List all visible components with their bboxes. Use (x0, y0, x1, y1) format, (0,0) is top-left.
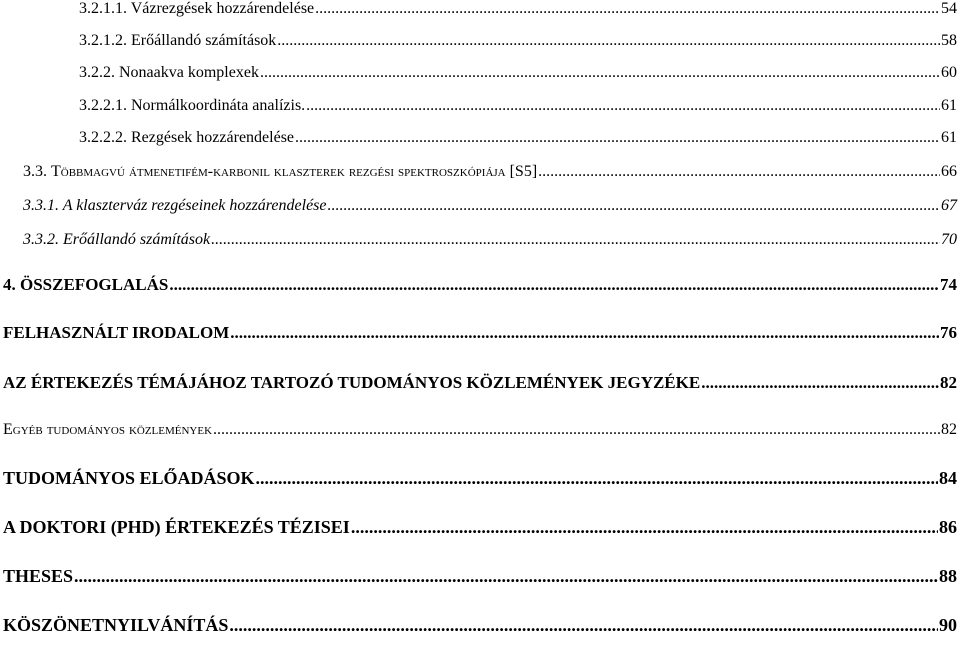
toc-entry-title: 3.3.1. A klaszterváz rezgéseinek hozzárendelése (23, 197, 327, 214)
toc-entry-page: 61 (941, 129, 957, 146)
toc-entry[interactable] (79, 64, 957, 82)
toc-entry-page: 82 (941, 421, 957, 438)
toc-entry[interactable] (3, 275, 957, 295)
toc-entry[interactable] (3, 373, 957, 393)
toc-entry-title: 3.2.2. Nonaakva komplexek (79, 64, 259, 81)
dot-leader (256, 468, 938, 489)
toc-entry[interactable] (3, 468, 957, 489)
toc-entry-page: 66 (941, 163, 957, 180)
toc-entry-title: AZ ÉRTEKEZÉS TÉMÁJÁHOZ TARTOZÓ TUDOMÁNYOS KÖZLEMÉNYEK JEGYZÉKE (3, 373, 701, 392)
toc-entry-page: 88 (939, 566, 957, 586)
toc-entry-page: 60 (941, 64, 957, 81)
toc-entry-page: 58 (941, 32, 957, 49)
toc-entry-page: 76 (940, 323, 957, 342)
toc-entry[interactable] (23, 197, 957, 215)
dot-leader (315, 0, 940, 18)
toc-entry[interactable] (3, 421, 957, 439)
toc-entry-page: 86 (939, 517, 957, 537)
toc-entry[interactable] (79, 97, 957, 115)
toc-entry-page: 54 (941, 0, 957, 17)
toc-entry[interactable] (3, 323, 957, 343)
dot-leader (351, 517, 938, 538)
toc-entry-title: KÖSZÖNETNYILVÁNÍTÁS (3, 615, 229, 635)
toc-entry[interactable] (23, 231, 957, 249)
toc-entry[interactable] (3, 615, 957, 636)
toc-entry-page: 84 (939, 468, 957, 488)
dot-leader (213, 421, 940, 439)
toc-entry-title: TUDOMÁNYOS ELŐADÁSOK (3, 468, 255, 488)
toc-entry-page: 90 (939, 615, 957, 635)
dot-leader (295, 129, 940, 147)
dot-leader (169, 275, 939, 295)
toc-entry-title: Egyéb tudományos közlemények (3, 421, 213, 438)
toc-entry-page: 82 (940, 373, 957, 392)
toc-entry-page: 70 (941, 231, 957, 248)
toc-entry-title: 3.2.2.2. Rezgések hozzárendelése (79, 129, 295, 146)
toc-entry-title: 3.2.1.1. Vázrezgések hozzárendelése (79, 0, 315, 17)
toc-entry-title: 3.3. Többmagvú átmenetifém-karbonil klaszterek rezgési spektroszkópiája [S5] (23, 163, 538, 180)
dot-leader (229, 615, 938, 636)
dot-leader (260, 64, 940, 82)
toc-entry[interactable] (3, 566, 957, 587)
toc-entry-title: 3.3.2. Erőállandó számítások (23, 231, 211, 248)
toc-entry-title: A DOKTORI (PHD) ÉRTEKEZÉS TÉZISEI (3, 517, 350, 537)
toc-entry[interactable] (3, 517, 957, 538)
dot-leader (306, 97, 940, 115)
toc-entry-title: THESES (3, 566, 74, 586)
toc-entry[interactable] (79, 0, 957, 18)
toc-entry-title: 4. ÖSSZEFOGLALÁS (3, 275, 169, 294)
dot-leader (701, 373, 939, 393)
toc-entry[interactable] (79, 32, 957, 50)
dot-leader (230, 323, 939, 343)
toc-entry-page: 61 (941, 97, 957, 114)
dot-leader (277, 32, 940, 50)
dot-leader (211, 231, 940, 249)
dot-leader (74, 566, 938, 587)
toc-entry-title: FELHASZNÁLT IRODALOM (3, 323, 230, 342)
dot-leader (538, 163, 940, 181)
toc-entry-page: 74 (940, 275, 957, 294)
toc-entry-title: 3.2.1.2. Erőállandó számítások (79, 32, 277, 49)
dot-leader (328, 197, 940, 215)
toc-entry-page: 67 (941, 197, 957, 214)
toc-entry[interactable] (79, 129, 957, 147)
toc-entry-title: 3.2.2.1. Normálkoordináta analízis. (79, 97, 306, 114)
toc-entry[interactable] (23, 163, 957, 181)
